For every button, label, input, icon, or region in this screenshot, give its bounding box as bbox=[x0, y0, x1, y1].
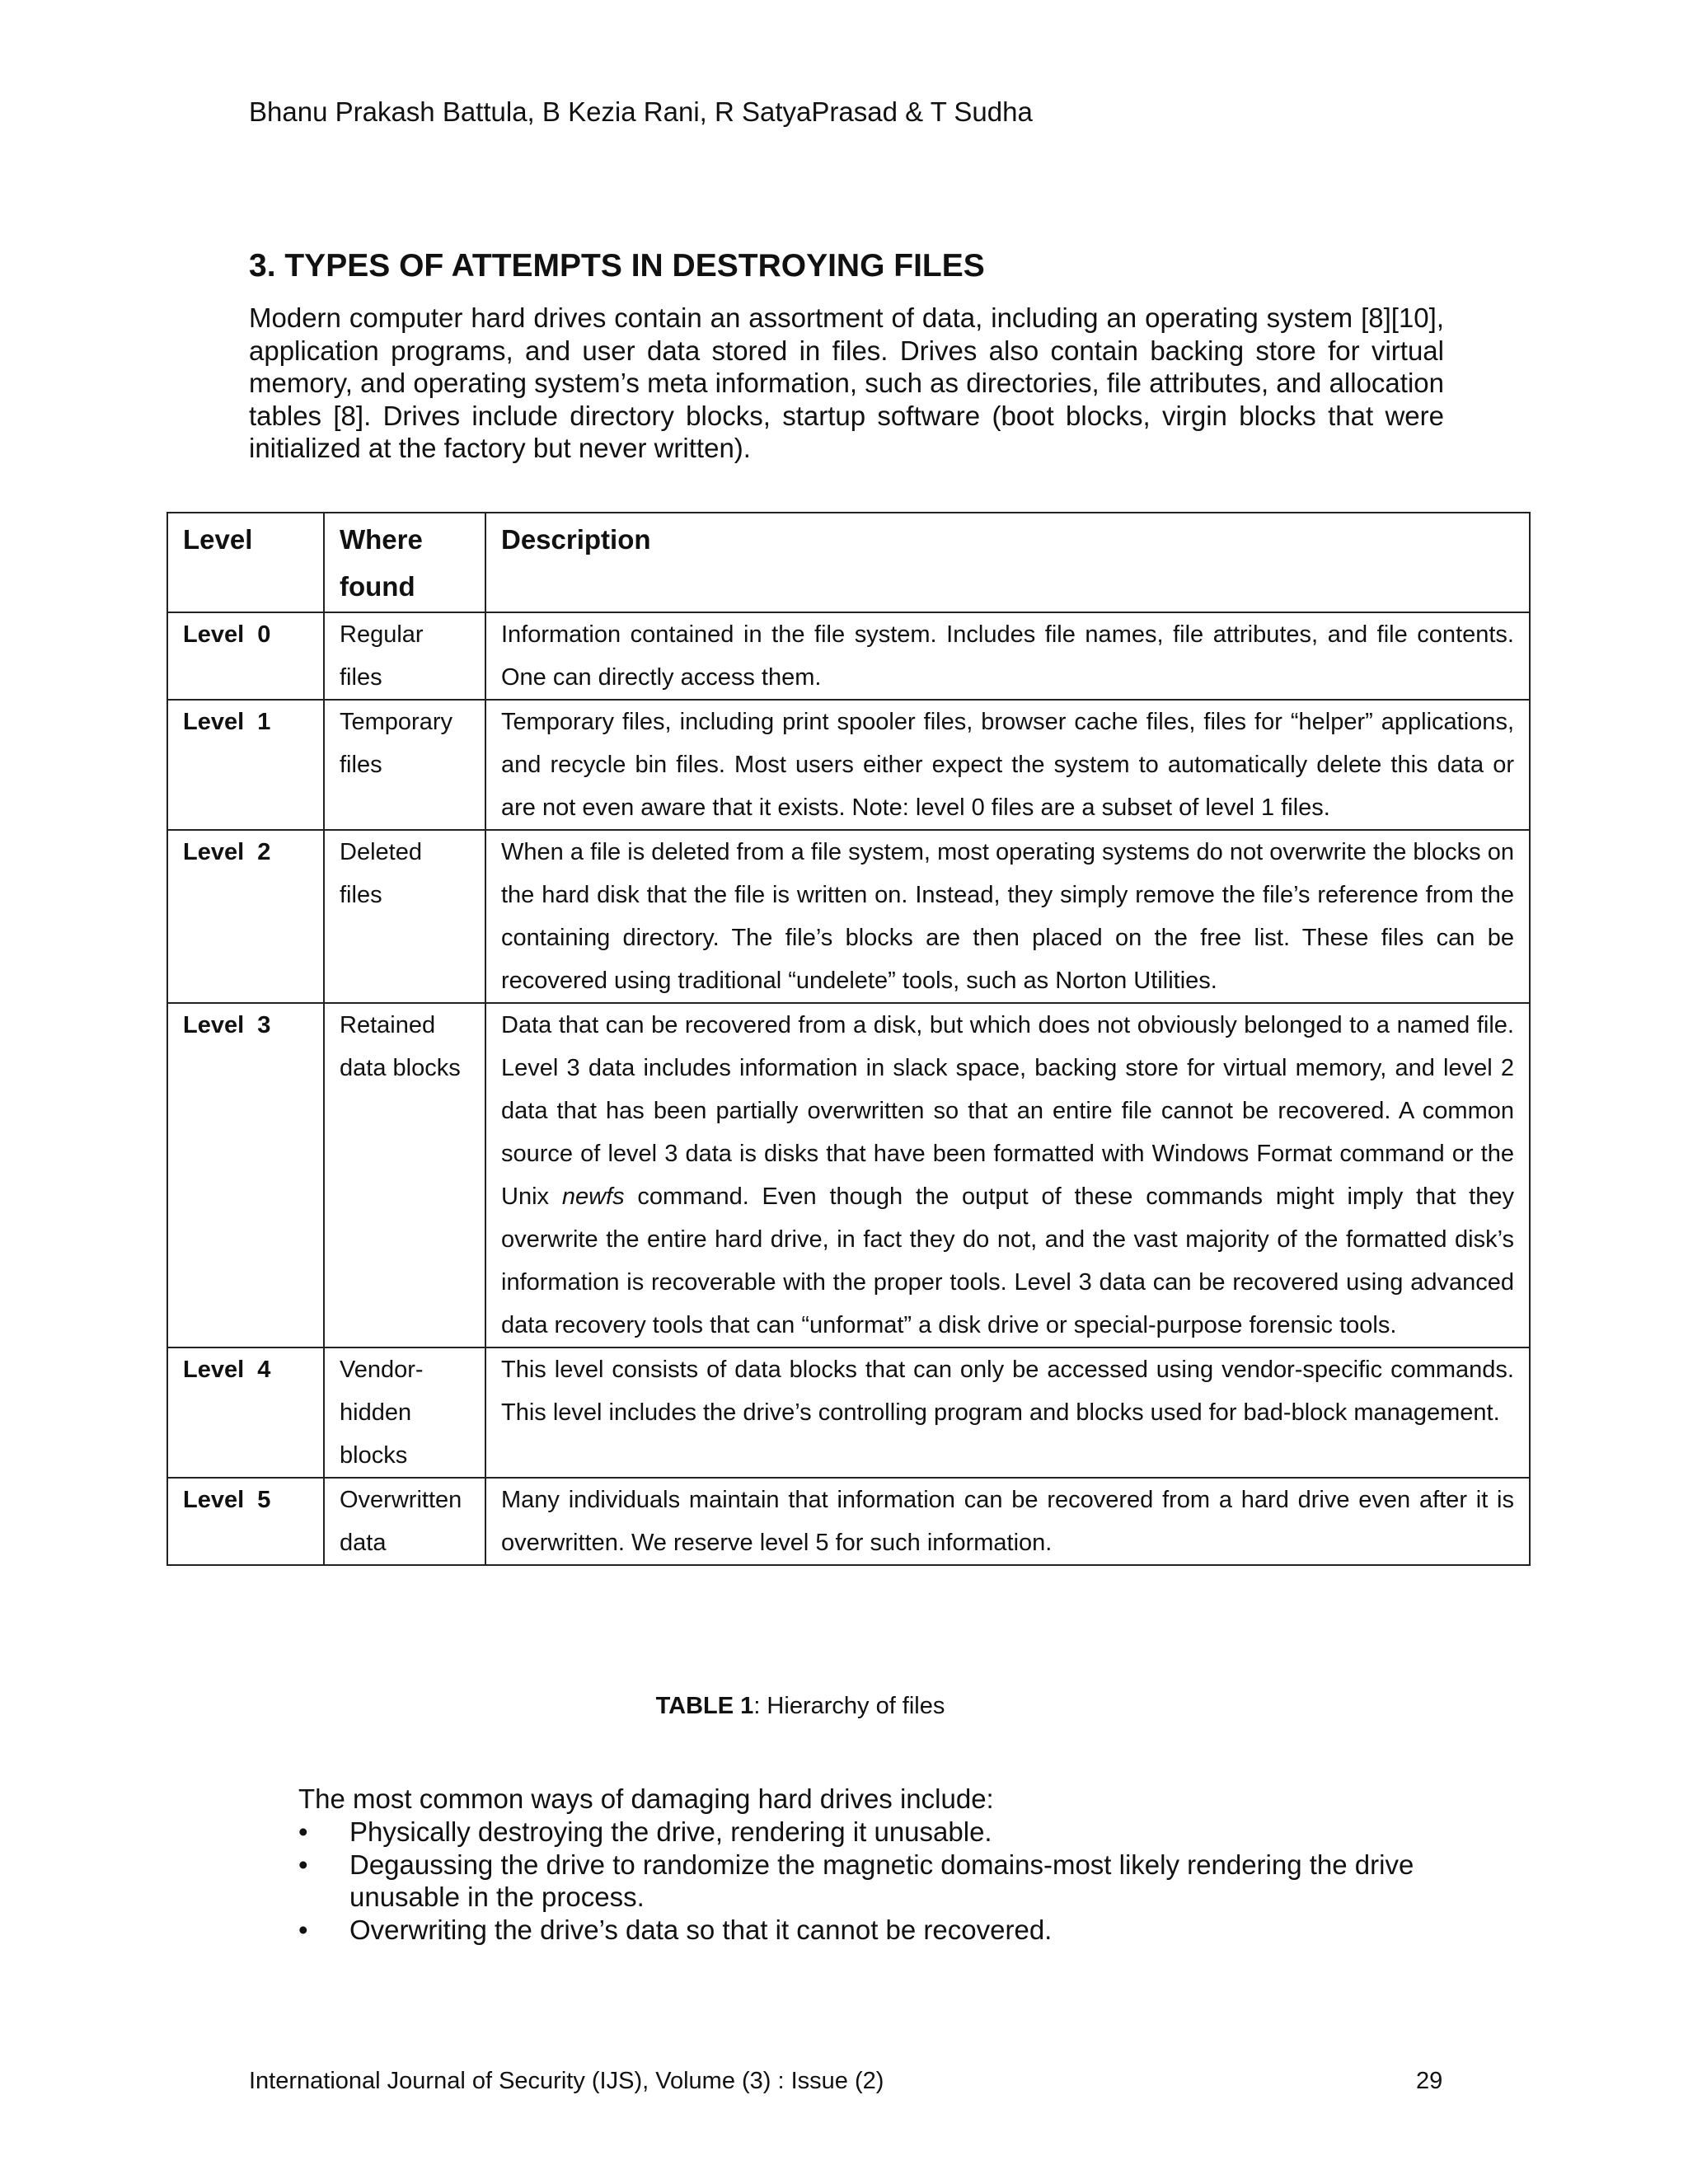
bullet-icon: • bbox=[298, 1914, 308, 1945]
list-item-text: Overwriting the drive’s data so that it cannot be recovered. bbox=[349, 1914, 1053, 1945]
description-cell: Information contained in the file system. Includes file names, file attributes, and file contents. One can directly access them. bbox=[485, 612, 1530, 700]
level-cell: Level 1 bbox=[167, 700, 324, 830]
description-cell: When a file is deleted from a file system, most operating systems do not overwrite the blocks on the hard disk that the file is written on. Instead, they simply remove the file’s reference from the containing directory. The file’s blocks are then placed on the free list. These files can be recovered using traditional “undelete” tools, such as Norton Utilities. bbox=[485, 830, 1530, 1003]
table-row bbox=[167, 1478, 1530, 1565]
level-cell: Level 4 bbox=[167, 1347, 324, 1478]
level-cell: Level 3 bbox=[167, 1003, 324, 1347]
description-cell bbox=[485, 1003, 1530, 1347]
header-where-found: Where found bbox=[324, 513, 485, 612]
level-cell: Level 0 bbox=[167, 612, 324, 700]
description-cell: This level consists of data blocks that can only be accessed using vendor-specific commands. This level includes the drive’s controlling program and blocks used for bad-block management. bbox=[485, 1347, 1530, 1478]
where-found-cell: Vendor-hidden blocks bbox=[324, 1347, 485, 1478]
damage-methods-list bbox=[298, 1816, 1452, 1946]
list-item-text: Physically destroying the drive, rendering it unusable. bbox=[349, 1816, 992, 1847]
table-row bbox=[167, 700, 1530, 830]
list-item bbox=[298, 1816, 1452, 1849]
newfs-command-italic: newfs bbox=[561, 1183, 625, 1210]
table-header-row bbox=[167, 513, 1530, 612]
list-item bbox=[298, 1849, 1452, 1914]
description-cell: Many individuals maintain that information can be recovered from a hard drive even after it is overwritten. We reserve level 5 for such information. bbox=[485, 1478, 1530, 1565]
table-row bbox=[167, 1003, 1530, 1347]
table-row bbox=[167, 830, 1530, 1003]
description-text: Data that can be recovered from a disk, but which does not obviously belonged to a named file. Level 3 data includes information in slack space, backing store for virtual memory, and level 2 data that has been partially overwritten so that an entire file cannot be recovered. A common source of level 3 data is disks that have been formatted with Windows Format command or the Unix bbox=[501, 1012, 1514, 1210]
where-found-cell: Temporary files bbox=[324, 700, 485, 830]
footer-page-number: 29 bbox=[1416, 2068, 1443, 2094]
intro-paragraph: Modern computer hard drives contain an assortment of data, including an operating system [8][10], application programs, and user data stored in files. Drives also contain backing store for virtual memory, and operating system’s meta information, such as directories, file attributes, and allocation tables [8]. Drives include directory blocks, startup software (boot blocks, virgin blocks that were initialized at the factory but never written). bbox=[249, 302, 1444, 463]
table-caption bbox=[0, 1691, 1601, 1721]
file-hierarchy-table bbox=[166, 512, 1531, 1566]
table-caption-label: TABLE 1 bbox=[655, 1693, 754, 1719]
header-description: Description bbox=[485, 513, 1530, 612]
where-found-cell: Deleted files bbox=[324, 830, 485, 1003]
table-row bbox=[167, 612, 1530, 700]
table-row bbox=[167, 1347, 1530, 1478]
list-item-text: Degaussing the drive to randomize the magnetic domains-most likely rendering the drive unusable in the process. bbox=[349, 1849, 1414, 1912]
header-level: Level bbox=[167, 513, 324, 612]
ways-intro-text: The most common ways of damaging hard drives include: bbox=[298, 1783, 994, 1814]
bullet-icon: • bbox=[298, 1816, 308, 1847]
description-cell: Temporary files, including print spooler files, browser cache files, files for “helper” applications, and recycle bin files. Most users either expect the system to automatically delete this data or are not even aware that it exists. Note: level 0 files are a subset of level 1 files. bbox=[485, 700, 1530, 830]
running-header-authors: Bhanu Prakash Battula, B Kezia Rani, R SatyaPrasad & T Sudha bbox=[249, 96, 1033, 127]
footer-journal-citation: International Journal of Security (IJS), Volume (3) : Issue (2) bbox=[249, 2068, 884, 2094]
level-cell: Level 5 bbox=[167, 1478, 324, 1565]
bullet-icon: • bbox=[298, 1849, 308, 1880]
description-text: command. Even though the output of these commands might imply that they overwrite the entire hard drive, in fact they do not, and the vast majority of the formatted disk’s information is recoverable with the proper tools. Level 3 data can be recovered using advanced data recovery tools that can “unformat” a disk drive or special-purpose forensic tools. bbox=[501, 1183, 1514, 1338]
level-cell: Level 2 bbox=[167, 830, 324, 1003]
where-found-cell: Overwritten data bbox=[324, 1478, 485, 1565]
where-found-cell: Regular files bbox=[324, 612, 485, 700]
where-found-cell: Retained data blocks bbox=[324, 1003, 485, 1347]
section-heading: 3. TYPES OF ATTEMPTS IN DESTROYING FILES bbox=[249, 248, 985, 284]
table-caption-text: : Hierarchy of files bbox=[753, 1693, 945, 1719]
list-item bbox=[298, 1914, 1452, 1947]
